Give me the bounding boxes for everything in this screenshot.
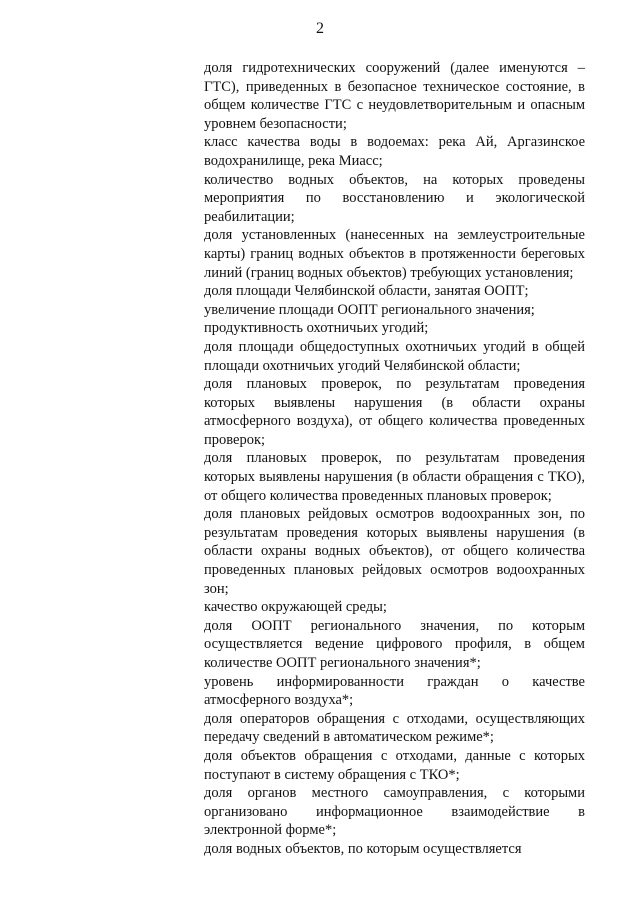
list-item: доля плановых проверок, по результатам проведения которых выявлены нарушения (в области охраны атмосферного воздуха), от общего количества проведенных проверок;: [204, 376, 585, 448]
list-item: доля плановых рейдовых осмотров водоохранных зон, по результатам проведения которых выявлены нарушения (в области охраны водных объектов), от общего количества проведенных плановых рейдовых осмотров водоохранных зон;: [204, 506, 585, 597]
page-number: 2: [316, 20, 324, 37]
list-item: доля установленных (нанесенных на землеустроительные карты) границ водных объектов в протяженности береговых линий (границ водных объектов) требующих установления;: [204, 227, 585, 281]
list-item: уровень информированности граждан о качестве атмосферного воздуха*;: [204, 673, 585, 709]
list-item: доля площади общедоступных охотничьих угодий в общей площади охотничьих угодий Челябинской области;: [204, 338, 585, 374]
list-item: доля объектов обращения с отходами, данные с которых поступают в систему обращения с ТКО*;: [204, 747, 585, 783]
list-item: доля гидротехнических сооружений (далее именуются – ГТС), приведенных в безопасное техническое состояние, в общем количестве ГТС с неудовлетворительным и опасным уровнем безопасности;: [204, 60, 585, 132]
list-item: увеличение площади ООПТ регионального значения;: [204, 301, 535, 318]
list-item: доля площади Челябинской области, занятая ООПТ;: [204, 283, 529, 300]
list-item: продуктивность охотничьих угодий;: [204, 320, 429, 337]
list-item: доля операторов обращения с отходами, осуществляющих передачу сведений в автоматическом режиме*;: [204, 710, 585, 746]
list-item: количество водных объектов, на которых проведены мероприятия по восстановлению и экологической реабилитации;: [204, 171, 585, 225]
list-item: доля ООПТ регионального значения, по которым осуществляется ведение цифрового профиля, в общем количестве ООПТ регионального значения*;: [204, 617, 585, 671]
list-item: доля органов местного самоуправления, с которыми организовано информационное взаимодействие в электронной форме*;: [204, 785, 585, 839]
list-item: качество окружающей среды;: [204, 599, 387, 616]
list-item: доля плановых проверок, по результатам проведения которых выявлены нарушения (в области обращения с ТКО), от общего количества проведенных плановых проверок;: [204, 450, 585, 504]
list-item: доля водных объектов, по которым осуществляется: [204, 840, 522, 857]
indicator-list: [204, 59, 585, 859]
list-item: класс качества воды в водоемах: река Ай, Аргазинское водохранилище, река Миасс;: [204, 134, 585, 169]
